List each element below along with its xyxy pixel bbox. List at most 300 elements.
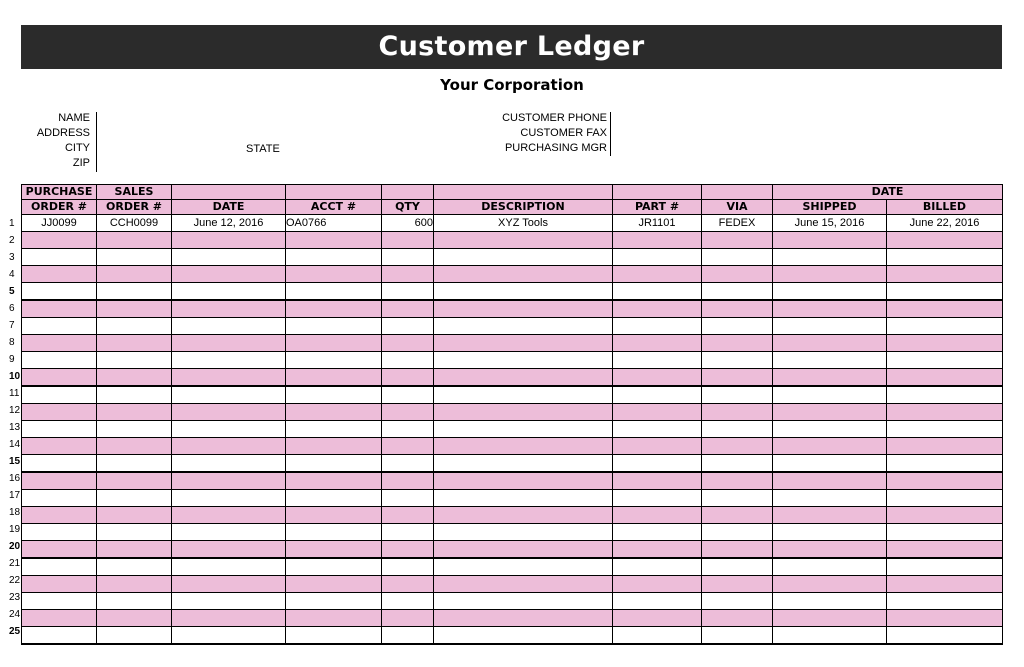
qty-cell[interactable] <box>382 421 434 438</box>
date-cell[interactable] <box>172 300 286 318</box>
table-row <box>22 318 1003 335</box>
description-cell[interactable] <box>434 472 613 490</box>
table-row <box>22 490 1003 507</box>
customer-phone-label: CUSTOMER PHONE <box>502 112 607 124</box>
shipped-date-cell[interactable] <box>773 266 887 283</box>
shipped-date-cell[interactable] <box>773 593 887 610</box>
sales-order-cell[interactable] <box>97 490 172 507</box>
purchase-order-cell[interactable] <box>22 541 97 559</box>
qty-cell[interactable] <box>382 455 434 473</box>
purchasing-mgr-label: PURCHASING MGR <box>504 142 607 154</box>
via-cell[interactable] <box>702 541 773 559</box>
billed-date-cell[interactable] <box>887 386 1003 404</box>
part-cell[interactable]: JR1101 <box>613 215 702 232</box>
part-cell[interactable] <box>613 232 702 249</box>
via-cell[interactable] <box>702 438 773 455</box>
sales-order-cell[interactable] <box>97 318 172 335</box>
part-cell[interactable] <box>613 558 702 576</box>
description-cell[interactable] <box>434 558 613 576</box>
part-cell[interactable] <box>613 404 702 421</box>
via-cell[interactable] <box>702 352 773 369</box>
sales-order-cell[interactable] <box>97 404 172 421</box>
row-number: 3 <box>9 252 15 263</box>
qty-cell[interactable] <box>382 300 434 318</box>
table-row <box>22 352 1003 369</box>
row-number: 16 <box>9 473 21 484</box>
qty-cell[interactable] <box>382 404 434 421</box>
description-cell[interactable] <box>434 283 613 301</box>
billed-date-cell[interactable] <box>887 610 1003 627</box>
purchase-order-cell[interactable] <box>22 472 97 490</box>
purchase-order-cell[interactable] <box>22 283 97 301</box>
sales-order-cell[interactable] <box>97 627 172 645</box>
part-cell[interactable] <box>613 507 702 524</box>
description-cell[interactable] <box>434 490 613 507</box>
date-cell[interactable] <box>172 283 286 301</box>
shipped-date-cell[interactable] <box>773 232 887 249</box>
purchase-order-cell[interactable] <box>22 404 97 421</box>
purchase-order-cell[interactable] <box>22 421 97 438</box>
shipped-date-cell[interactable] <box>773 472 887 490</box>
qty-cell[interactable] <box>382 438 434 455</box>
acct-cell[interactable] <box>286 438 382 455</box>
row-number: 15 <box>9 456 21 467</box>
date-cell[interactable] <box>172 558 286 576</box>
sales-order-cell[interactable] <box>97 300 172 318</box>
company-name: Your Corporation <box>440 76 584 94</box>
sales-order-cell[interactable]: CCH0099 <box>97 215 172 232</box>
shipped-date-cell[interactable] <box>773 335 887 352</box>
shipped-date-cell[interactable] <box>773 352 887 369</box>
billed-date-cell[interactable] <box>887 335 1003 352</box>
acct-cell[interactable] <box>286 232 382 249</box>
purchase-order-cell[interactable]: JJ0099 <box>22 215 97 232</box>
sales-order-cell[interactable] <box>97 386 172 404</box>
description-cell[interactable] <box>434 404 613 421</box>
table-row <box>22 455 1003 473</box>
sales-order-cell[interactable] <box>97 576 172 593</box>
billed-date-cell[interactable] <box>887 283 1003 301</box>
via-cell[interactable] <box>702 369 773 387</box>
acct-cell[interactable] <box>286 541 382 559</box>
shipped-date-cell[interactable] <box>773 490 887 507</box>
sales-order-cell[interactable] <box>97 352 172 369</box>
description-cell[interactable] <box>434 593 613 610</box>
qty-cell[interactable] <box>382 352 434 369</box>
via-cell[interactable] <box>702 300 773 318</box>
date-cell[interactable]: June 12, 2016 <box>172 215 286 232</box>
acct-cell[interactable] <box>286 318 382 335</box>
sales-order-cell[interactable] <box>97 249 172 266</box>
sales-order-cell[interactable] <box>97 558 172 576</box>
date-group-header: DATE <box>773 185 1003 200</box>
purchase-order-cell[interactable] <box>22 369 97 387</box>
customer-fax-label: CUSTOMER FAX <box>520 127 607 139</box>
sales-order-cell[interactable] <box>97 335 172 352</box>
acct-cell[interactable] <box>286 283 382 301</box>
part-header: PART # <box>613 200 702 215</box>
description-cell[interactable] <box>434 627 613 645</box>
acct-cell[interactable] <box>286 524 382 541</box>
sales-order-cell[interactable] <box>97 369 172 387</box>
table-row <box>22 386 1003 404</box>
acct-cell[interactable] <box>286 300 382 318</box>
date-cell[interactable] <box>172 421 286 438</box>
date-cell[interactable] <box>172 455 286 473</box>
acct-cell[interactable] <box>286 335 382 352</box>
table-row <box>22 558 1003 576</box>
date-cell[interactable] <box>172 369 286 387</box>
part-cell[interactable] <box>613 352 702 369</box>
date-cell[interactable] <box>172 490 286 507</box>
date-cell[interactable] <box>172 266 286 283</box>
part-cell[interactable] <box>613 318 702 335</box>
via-cell[interactable] <box>702 576 773 593</box>
part-cell[interactable] <box>613 455 702 473</box>
billed-date-cell[interactable] <box>887 524 1003 541</box>
acct-cell[interactable] <box>286 386 382 404</box>
date-cell[interactable] <box>172 610 286 627</box>
billed-date-cell[interactable] <box>887 558 1003 576</box>
table-row <box>22 421 1003 438</box>
billed-date-cell[interactable] <box>887 249 1003 266</box>
date-cell[interactable] <box>172 541 286 559</box>
qty-cell[interactable] <box>382 386 434 404</box>
via-cell[interactable] <box>702 490 773 507</box>
row-number: 23 <box>9 592 21 603</box>
purchase-order-cell[interactable] <box>22 627 97 645</box>
sales-order-cell[interactable] <box>97 524 172 541</box>
description-cell[interactable] <box>434 507 613 524</box>
shipped-date-cell[interactable] <box>773 524 887 541</box>
shipped-date-cell[interactable] <box>773 627 887 645</box>
part-cell[interactable] <box>613 249 702 266</box>
left-info-divider <box>96 112 97 172</box>
right-info-divider <box>610 112 611 156</box>
description-cell[interactable] <box>434 335 613 352</box>
purchase-order-cell[interactable] <box>22 455 97 473</box>
billed-date-cell[interactable] <box>887 472 1003 490</box>
table-row <box>22 369 1003 387</box>
description-cell[interactable] <box>434 300 613 318</box>
shipped-date-cell[interactable] <box>773 386 887 404</box>
sales-order-cell[interactable] <box>97 232 172 249</box>
row-number: 10 <box>9 371 21 382</box>
description-cell[interactable] <box>434 438 613 455</box>
qty-cell[interactable] <box>382 490 434 507</box>
acct-header: ACCT # <box>286 200 382 215</box>
acct-cell[interactable] <box>286 627 382 645</box>
shipped-date-cell[interactable] <box>773 455 887 473</box>
billed-date-cell[interactable] <box>887 266 1003 283</box>
part-cell[interactable] <box>613 335 702 352</box>
via-cell[interactable] <box>702 249 773 266</box>
date-cell[interactable] <box>172 507 286 524</box>
billed-date-cell[interactable]: June 22, 2016 <box>887 215 1003 232</box>
date-cell[interactable] <box>172 386 286 404</box>
acct-cell[interactable] <box>286 593 382 610</box>
qty-cell[interactable] <box>382 318 434 335</box>
billed-date-cell[interactable] <box>887 455 1003 473</box>
part-cell[interactable] <box>613 369 702 387</box>
billed-date-cell[interactable] <box>887 300 1003 318</box>
part-cell[interactable] <box>613 610 702 627</box>
via-cell[interactable] <box>702 318 773 335</box>
shipped-date-cell[interactable] <box>773 404 887 421</box>
via-cell[interactable] <box>702 558 773 576</box>
description-cell[interactable] <box>434 266 613 283</box>
description-cell[interactable] <box>434 232 613 249</box>
qty-cell[interactable] <box>382 283 434 301</box>
row-number: 21 <box>9 558 21 569</box>
via-cell[interactable] <box>702 232 773 249</box>
acct-cell[interactable] <box>286 266 382 283</box>
qty-cell[interactable] <box>382 266 434 283</box>
billed-date-cell[interactable] <box>887 541 1003 559</box>
date-cell[interactable] <box>172 593 286 610</box>
row-number: 4 <box>9 269 15 280</box>
qty-cell[interactable] <box>382 610 434 627</box>
purchase-order-cell[interactable] <box>22 490 97 507</box>
purchase-order-cell[interactable] <box>22 507 97 524</box>
description-cell[interactable] <box>434 541 613 559</box>
billed-date-cell[interactable] <box>887 232 1003 249</box>
part-cell[interactable] <box>613 524 702 541</box>
via-cell[interactable] <box>702 455 773 473</box>
table-row <box>22 507 1003 524</box>
description-cell[interactable] <box>434 318 613 335</box>
via-cell[interactable] <box>702 335 773 352</box>
date-header: DATE <box>172 200 286 215</box>
purchase-order-cell[interactable] <box>22 593 97 610</box>
shipped-date-cell[interactable] <box>773 369 887 387</box>
po-header-top: PURCHASE <box>22 185 97 200</box>
billed-date-cell[interactable] <box>887 490 1003 507</box>
billed-date-cell[interactable] <box>887 593 1003 610</box>
shipped-date-cell[interactable] <box>773 576 887 593</box>
via-cell[interactable] <box>702 421 773 438</box>
sales-order-cell[interactable] <box>97 266 172 283</box>
qty-cell[interactable]: 600 <box>382 215 434 232</box>
via-cell[interactable] <box>702 386 773 404</box>
description-cell[interactable] <box>434 524 613 541</box>
description-cell[interactable] <box>434 369 613 387</box>
date-cell[interactable] <box>172 232 286 249</box>
billed-date-cell[interactable] <box>887 404 1003 421</box>
billed-header: BILLED <box>887 200 1003 215</box>
qty-cell[interactable] <box>382 627 434 645</box>
qty-header-spacer <box>382 185 434 200</box>
billed-date-cell[interactable] <box>887 576 1003 593</box>
sales-order-cell[interactable] <box>97 472 172 490</box>
via-cell[interactable] <box>702 627 773 645</box>
part-cell[interactable] <box>613 490 702 507</box>
row-number: 2 <box>9 235 15 246</box>
table-row <box>22 541 1003 559</box>
description-cell[interactable]: XYZ Tools <box>434 215 613 232</box>
description-cell[interactable] <box>434 455 613 473</box>
qty-cell[interactable] <box>382 472 434 490</box>
purchase-order-cell[interactable] <box>22 438 97 455</box>
purchase-order-cell[interactable] <box>22 558 97 576</box>
sales-order-cell[interactable] <box>97 455 172 473</box>
via-cell[interactable] <box>702 472 773 490</box>
via-cell[interactable] <box>702 593 773 610</box>
billed-date-cell[interactable] <box>887 352 1003 369</box>
acct-cell[interactable] <box>286 507 382 524</box>
via-cell[interactable] <box>702 610 773 627</box>
row-number: 13 <box>9 422 21 433</box>
date-cell[interactable] <box>172 352 286 369</box>
qty-cell[interactable] <box>382 558 434 576</box>
acct-cell[interactable] <box>286 576 382 593</box>
shipped-date-cell[interactable] <box>773 283 887 301</box>
part-cell[interactable] <box>613 386 702 404</box>
date-cell[interactable] <box>172 335 286 352</box>
qty-header: QTY <box>382 200 434 215</box>
part-cell[interactable] <box>613 300 702 318</box>
description-cell[interactable] <box>434 576 613 593</box>
sales-order-cell[interactable] <box>97 610 172 627</box>
shipped-date-cell[interactable] <box>773 318 887 335</box>
purchase-order-cell[interactable] <box>22 318 97 335</box>
zip-label: ZIP <box>72 157 90 169</box>
purchase-order-cell[interactable] <box>22 232 97 249</box>
sales-order-cell[interactable] <box>97 421 172 438</box>
description-cell[interactable] <box>434 249 613 266</box>
purchase-order-cell[interactable] <box>22 266 97 283</box>
via-cell[interactable] <box>702 266 773 283</box>
ledger-title: Customer Ledger <box>21 25 1002 69</box>
part-cell[interactable] <box>613 283 702 301</box>
sales-order-cell[interactable] <box>97 593 172 610</box>
sales-order-cell[interactable] <box>97 541 172 559</box>
address-label: ADDRESS <box>36 127 90 139</box>
shipped-date-cell[interactable] <box>773 558 887 576</box>
shipped-date-cell[interactable] <box>773 438 887 455</box>
qty-cell[interactable] <box>382 593 434 610</box>
ledger-table <box>21 184 1003 645</box>
so-header-top: SALES <box>97 185 172 200</box>
date-cell[interactable] <box>172 576 286 593</box>
sales-order-cell[interactable] <box>97 507 172 524</box>
date-cell[interactable] <box>172 472 286 490</box>
acct-cell[interactable] <box>286 610 382 627</box>
acct-cell[interactable] <box>286 472 382 490</box>
billed-date-cell[interactable] <box>887 627 1003 645</box>
date-cell[interactable] <box>172 524 286 541</box>
qty-cell[interactable] <box>382 232 434 249</box>
part-cell[interactable] <box>613 627 702 645</box>
acct-cell[interactable]: OA0766 <box>286 215 382 232</box>
part-cell[interactable] <box>613 576 702 593</box>
acct-cell[interactable] <box>286 558 382 576</box>
table-row <box>22 232 1003 249</box>
via-cell[interactable] <box>702 283 773 301</box>
qty-cell[interactable] <box>382 249 434 266</box>
shipped-date-cell[interactable] <box>773 421 887 438</box>
billed-date-cell[interactable] <box>887 318 1003 335</box>
shipped-date-cell[interactable] <box>773 610 887 627</box>
acct-cell[interactable] <box>286 369 382 387</box>
acct-cell[interactable] <box>286 404 382 421</box>
table-row <box>22 472 1003 490</box>
row-number: 17 <box>9 490 21 501</box>
purchase-order-cell[interactable] <box>22 352 97 369</box>
purchase-order-cell[interactable] <box>22 386 97 404</box>
sales-order-cell[interactable] <box>97 283 172 301</box>
shipped-date-cell[interactable] <box>773 541 887 559</box>
billed-date-cell[interactable] <box>887 369 1003 387</box>
row-number: 9 <box>9 354 15 365</box>
acct-cell[interactable] <box>286 249 382 266</box>
shipped-date-cell[interactable]: June 15, 2016 <box>773 215 887 232</box>
via-cell[interactable]: FEDEX <box>702 215 773 232</box>
row-number: 5 <box>9 286 15 297</box>
shipped-date-cell[interactable] <box>773 249 887 266</box>
via-cell[interactable] <box>702 404 773 421</box>
via-cell[interactable] <box>702 507 773 524</box>
part-cell[interactable] <box>613 593 702 610</box>
part-cell[interactable] <box>613 421 702 438</box>
billed-date-cell[interactable] <box>887 438 1003 455</box>
description-cell[interactable] <box>434 352 613 369</box>
acct-cell[interactable] <box>286 421 382 438</box>
purchase-order-cell[interactable] <box>22 300 97 318</box>
state-label: STATE <box>246 143 280 155</box>
via-cell[interactable] <box>702 524 773 541</box>
qty-cell[interactable] <box>382 524 434 541</box>
table-row <box>22 266 1003 283</box>
table-row <box>22 335 1003 352</box>
date-cell[interactable] <box>172 627 286 645</box>
table-row <box>22 404 1003 421</box>
qty-cell[interactable] <box>382 541 434 559</box>
date-cell[interactable] <box>172 404 286 421</box>
purchase-order-cell[interactable] <box>22 524 97 541</box>
date-cell[interactable] <box>172 249 286 266</box>
billed-date-cell[interactable] <box>887 421 1003 438</box>
qty-cell[interactable] <box>382 576 434 593</box>
description-cell[interactable] <box>434 386 613 404</box>
acct-cell[interactable] <box>286 490 382 507</box>
part-cell[interactable] <box>613 266 702 283</box>
shipped-date-cell[interactable] <box>773 300 887 318</box>
purchase-order-cell[interactable] <box>22 335 97 352</box>
part-cell[interactable] <box>613 541 702 559</box>
date-cell[interactable] <box>172 318 286 335</box>
part-cell[interactable] <box>613 472 702 490</box>
billed-date-cell[interactable] <box>887 507 1003 524</box>
purchase-order-cell[interactable] <box>22 610 97 627</box>
sales-order-cell[interactable] <box>97 438 172 455</box>
description-cell[interactable] <box>434 421 613 438</box>
qty-cell[interactable] <box>382 335 434 352</box>
purchase-order-cell[interactable] <box>22 249 97 266</box>
row-number: 11 <box>9 388 20 399</box>
date-cell[interactable] <box>172 438 286 455</box>
shipped-date-cell[interactable] <box>773 507 887 524</box>
qty-cell[interactable] <box>382 369 434 387</box>
purchase-order-cell[interactable] <box>22 576 97 593</box>
acct-cell[interactable] <box>286 455 382 473</box>
part-cell[interactable] <box>613 438 702 455</box>
acct-cell[interactable] <box>286 352 382 369</box>
part-header-spacer <box>613 185 702 200</box>
po-header-bottom: ORDER # <box>22 200 97 215</box>
qty-cell[interactable] <box>382 507 434 524</box>
description-cell[interactable] <box>434 610 613 627</box>
